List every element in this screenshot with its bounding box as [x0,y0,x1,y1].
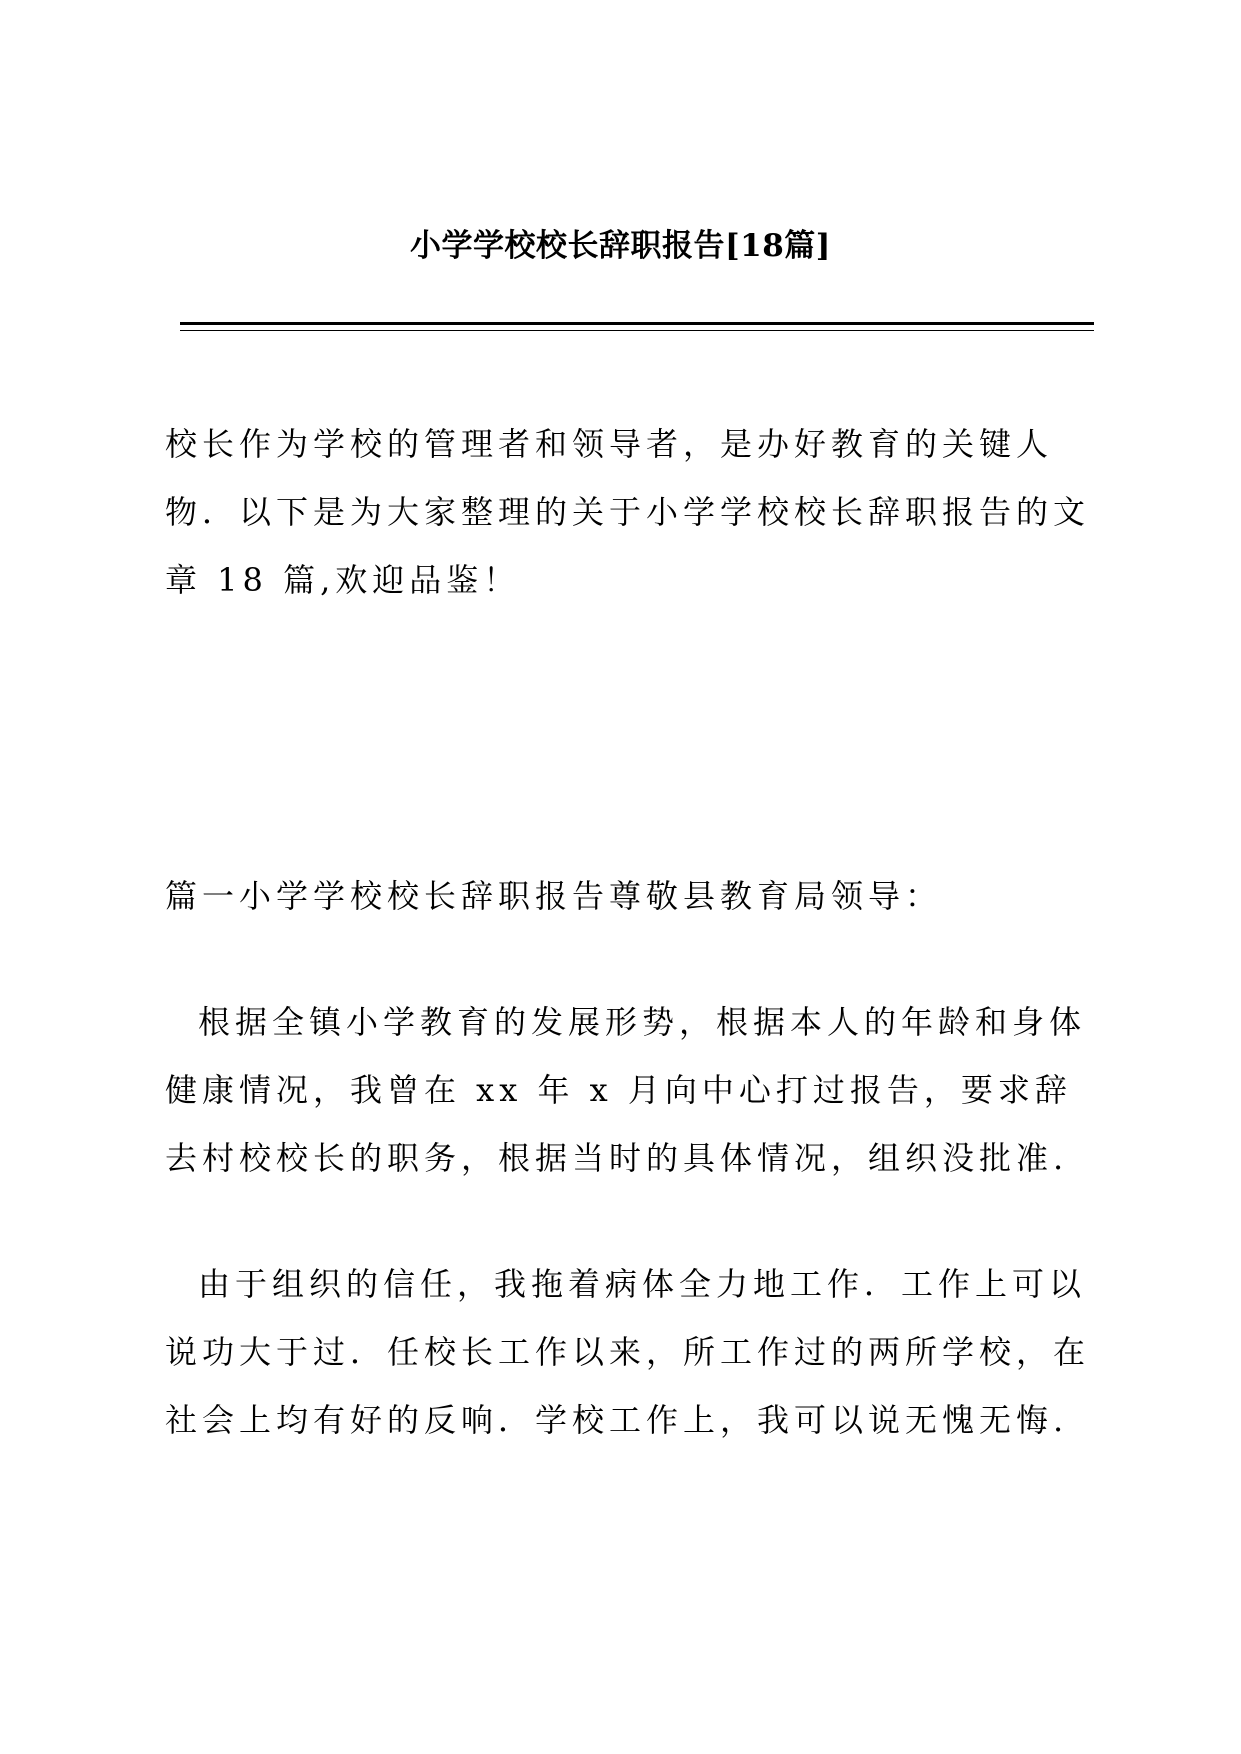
body-paragraph: 由于组织的信任，我拖着病体全力地工作．工作上可以说功大于过．任校长工作以来，所工作过的两所学校，在社会上均有好的反响．学校工作上，我可以说无愧无悔. [165,1265,1091,1439]
body-paragraph: 根据全镇小学教育的发展形势，根据本人的年龄和身体健康情况，我曾在 xx 年 x 月向中心打过报告，要求辞去村校校长的职务，根据当时的具体情况，组织没批准. [165,1003,1087,1177]
title-divider-thin [180,330,1094,331]
title-divider-thick [180,322,1094,325]
document-title: 小学学校校长辞职报告[18篇] [410,228,831,264]
intro-paragraph: 校长作为学校的管理者和领导者，是办好教育的关键人物．以下是为大家整理的关于小学学校校长辞职报告的文章 18 篇,欢迎品鉴！ [165,425,1091,599]
section-heading: 篇一小学学校校长辞职报告尊敬县教育局领导： [165,877,943,915]
